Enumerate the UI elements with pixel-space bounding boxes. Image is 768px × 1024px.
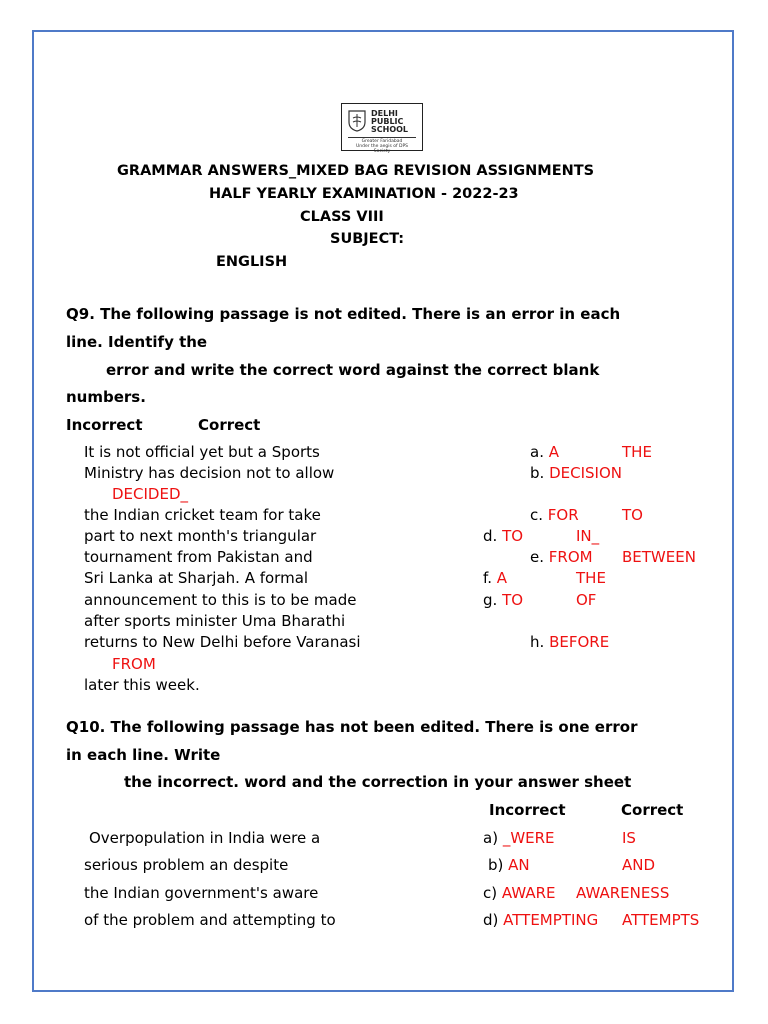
q10-answer-d — [483, 911, 598, 929]
q9-col-incorrect: Incorrect — [66, 416, 143, 434]
answer-label: a. — [530, 443, 544, 461]
q10-passage-line: Overpopulation in India were a — [89, 829, 321, 847]
q9-answer-f-correct: THE — [576, 569, 606, 587]
q9-answer-c — [530, 506, 579, 524]
answer-incorrect: ATTEMPTING — [503, 911, 599, 929]
answer-incorrect: _WERE — [502, 829, 555, 847]
q10-answer-b — [488, 856, 530, 874]
q10-passage-line: serious problem an despite — [84, 856, 289, 874]
q9-passage-line: the Indian cricket team for take — [84, 506, 321, 524]
q10-answer-c — [483, 884, 556, 902]
answer-incorrect: FOR — [547, 506, 579, 524]
q9-line4: numbers. — [66, 388, 146, 406]
answer-label: e. — [530, 548, 544, 566]
q9-answer-e-correct: BETWEEN — [622, 548, 696, 566]
answer-label: b) — [488, 856, 504, 874]
q9-passage-line: returns to New Delhi before Varanasi — [84, 633, 361, 651]
q9-passage-line: Ministry has decision not to allow — [84, 464, 335, 482]
school-logo — [341, 103, 423, 154]
q9-answer-g — [483, 591, 523, 609]
q9-passage-line: Sri Lanka at Sharjah. A formal — [84, 569, 309, 587]
q9-passage-line: after sports minister Uma Bharathi — [84, 612, 346, 630]
logo-line3: SCHOOL — [371, 125, 409, 134]
answer-incorrect: DECISION — [549, 464, 622, 482]
q9-answer-a — [530, 443, 559, 461]
answer-incorrect: FROM — [548, 548, 593, 566]
q9-answer-g-correct: OF — [576, 591, 597, 609]
answer-incorrect: AN — [508, 856, 530, 874]
q9-answer-a-correct: THE — [622, 443, 652, 461]
answer-label: h. — [530, 633, 545, 651]
q10-col-correct: Correct — [621, 801, 684, 819]
q9-answer-b-correct: DECIDED_ — [112, 485, 189, 503]
q10-passage-line: the Indian government's aware — [84, 884, 319, 902]
answer-label: c) — [483, 884, 498, 902]
q9-answer-e — [530, 548, 593, 566]
subject-label: SUBJECT: — [330, 231, 405, 247]
q9-line1: Q9. The following passage is not edited. There is an error in each — [66, 305, 621, 323]
answer-incorrect: A — [548, 443, 560, 461]
q9-answer-d — [483, 527, 523, 545]
q9-answer-h — [530, 633, 609, 651]
q9-passage-line: later this week. — [84, 676, 200, 694]
q10-col-incorrect: Incorrect — [489, 801, 566, 819]
logo-place: Greater Faridabad — [361, 139, 403, 144]
q9-answer-d-correct: IN_ — [576, 527, 600, 545]
q9-passage-line: part to next month's triangular — [84, 527, 317, 545]
q10-answer-a — [483, 829, 555, 847]
logo-line2: PUBLIC — [371, 117, 404, 126]
logo-tagline: Under the aegis of DPS Society — [355, 144, 409, 154]
q10-answer-c-correct: AWARENESS — [576, 884, 670, 902]
q9-answer-c-correct: TO — [622, 506, 643, 524]
answer-incorrect: A — [496, 569, 508, 587]
q9-passage-line: announcement to this is to be made — [84, 591, 357, 609]
class-label: CLASS VIII — [300, 209, 384, 225]
q9-line2: line. Identify the — [66, 333, 208, 351]
q9-answer-h-correct: FROM — [112, 655, 156, 673]
q9-passage-line: tournament from Pakistan and — [84, 548, 313, 566]
logo-line1: DELHI — [371, 109, 398, 118]
answer-label: g. — [483, 591, 498, 609]
q10-answer-d-correct: ATTEMPTS — [622, 911, 700, 929]
q10-line2: in each line. Write — [66, 746, 221, 764]
q9-line3: error and write the correct word against the correct blank — [106, 361, 600, 379]
answer-incorrect: TO — [502, 527, 524, 545]
q10-line3: the incorrect. word and the correction in your answer sheet — [124, 773, 632, 791]
subject-value: ENGLISH — [216, 254, 288, 270]
q10-line1: Q10. The following passage has not been edited. There is one error — [66, 718, 638, 736]
q9-passage-line: It is not official yet but a Sports — [84, 443, 320, 461]
answer-label: c. — [530, 506, 544, 524]
answer-incorrect: TO — [502, 591, 524, 609]
answer-label: d. — [483, 527, 498, 545]
answer-incorrect: AWARE — [501, 884, 556, 902]
q9-answer-f — [483, 569, 507, 587]
answer-label: b. — [530, 464, 545, 482]
q9-col-correct: Correct — [198, 416, 261, 434]
q10-answer-a-correct: IS — [622, 829, 636, 847]
answer-label: d) — [483, 911, 499, 929]
answer-label: f. — [483, 569, 492, 587]
school-crest-icon — [348, 110, 366, 132]
doc-title: GRAMMAR ANSWERS_MIXED BAG REVISION ASSIGNMENTS — [117, 163, 595, 179]
exam-title: HALF YEARLY EXAMINATION - 2022-23 — [209, 186, 519, 202]
q9-answer-b — [530, 464, 622, 482]
answer-label: a) — [483, 829, 499, 847]
answer-incorrect: BEFORE — [549, 633, 610, 651]
q10-answer-b-correct: AND — [622, 856, 656, 874]
q10-passage-line: of the problem and attempting to — [84, 911, 336, 929]
